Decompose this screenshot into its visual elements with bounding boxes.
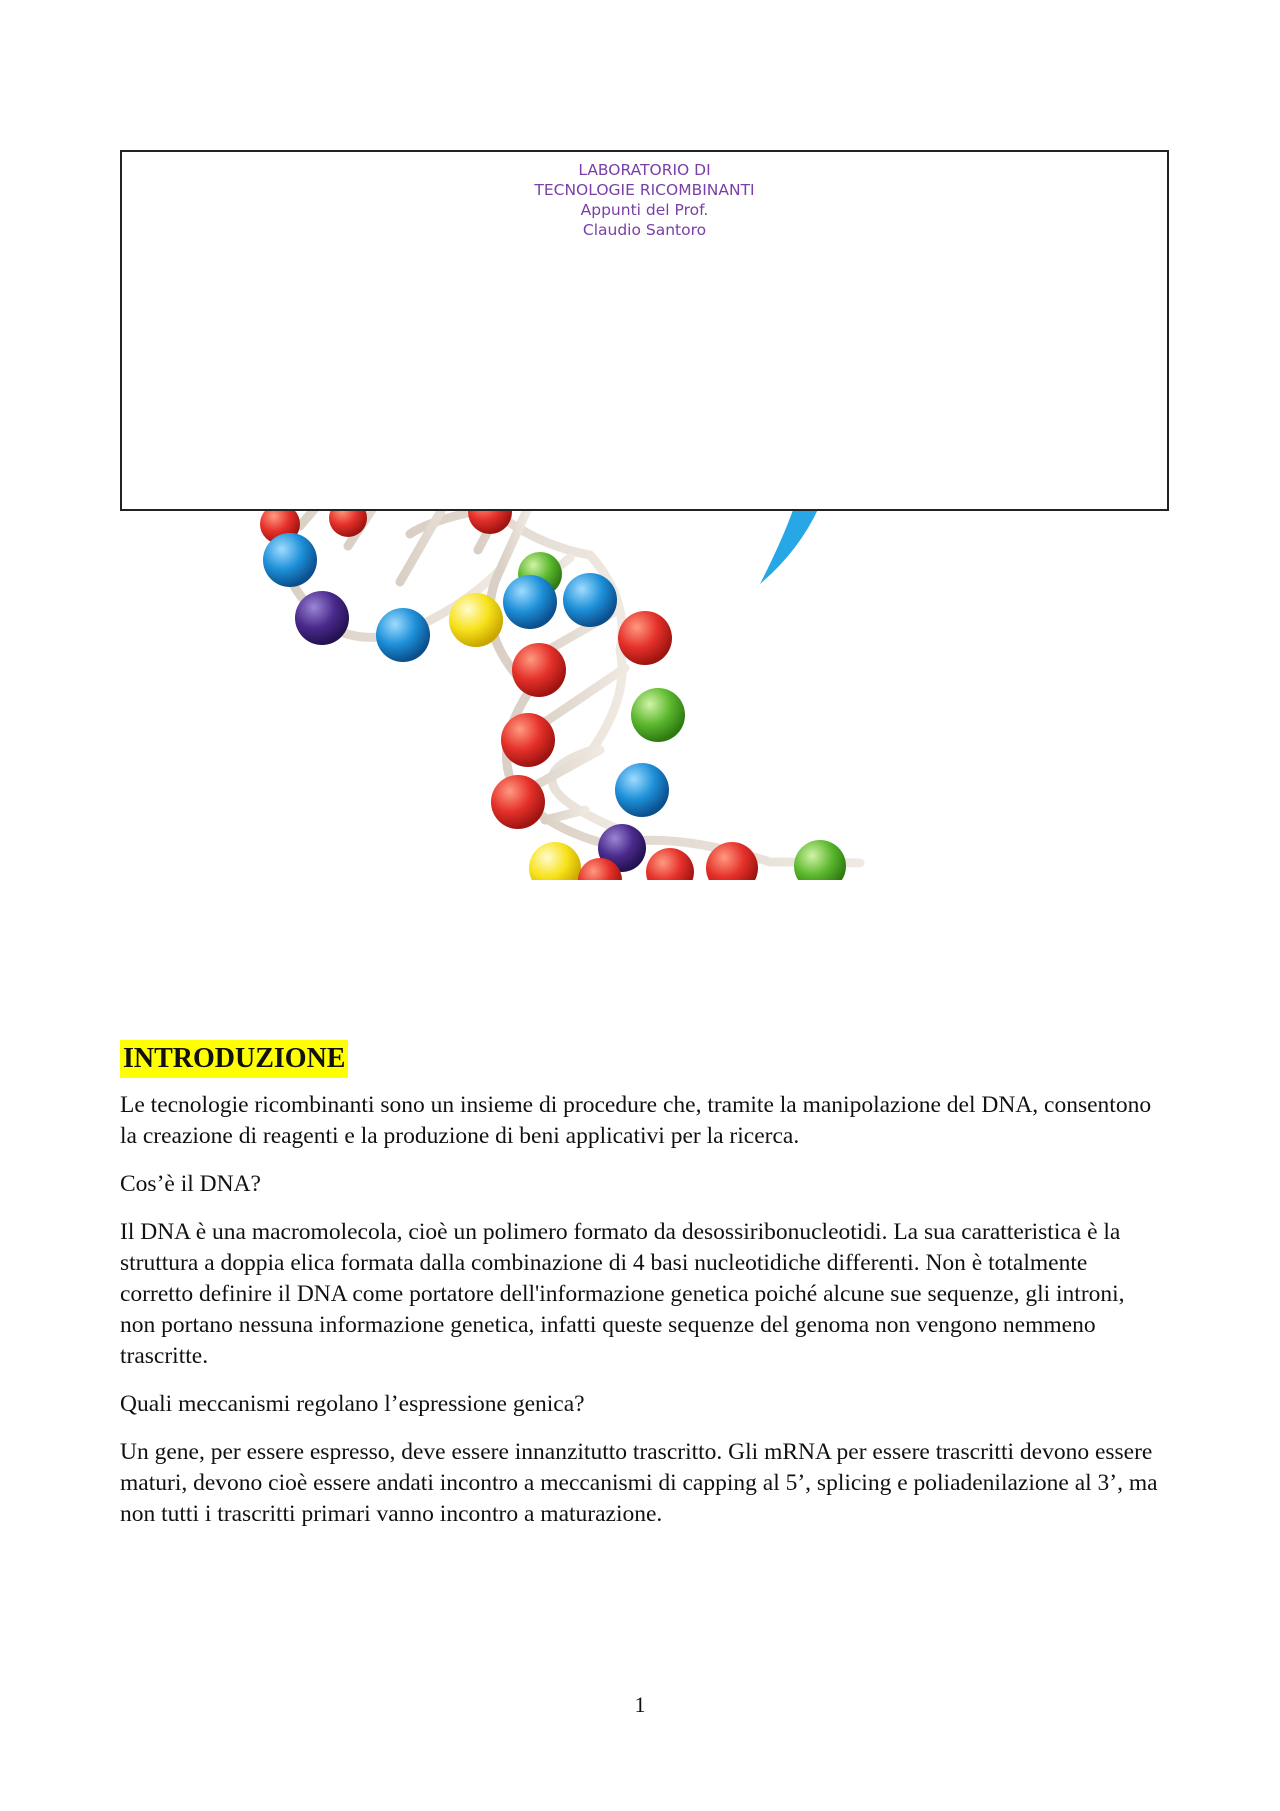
title-box bbox=[120, 150, 1169, 511]
section-body bbox=[120, 1090, 1160, 1547]
dna-helix-illustration bbox=[200, 450, 960, 880]
paragraph-intro: Le tecnologie ricombinanti sono un insieme di procedure che, tramite la manipolazione del DNA, consentono la creazione di reagenti e la produzione di beni applicativi per la ricerca. bbox=[120, 1092, 1152, 1149]
paragraph-gene-expression: Un gene, per essere espresso, deve essere innanzitutto trascritto. Gli mRNA per essere trascritti devono essere maturi, devono cioè essere andati incontro a meccanismi di capping al 5’, splicing e poliadenilazione al 3’, ma non tutti i trascritti primari vanno incontro a maturazione. bbox=[120, 1439, 1158, 1527]
title-line-4: Claudio Santoro bbox=[582, 221, 707, 239]
question-gene-expression: Quali meccanismi regolano l’espressione genica? bbox=[120, 1391, 585, 1417]
title-line-3: Appunti del Prof. bbox=[580, 201, 709, 219]
question-dna: Cos’è il DNA? bbox=[120, 1171, 261, 1197]
section-heading: INTRODUZIONE bbox=[120, 1040, 348, 1078]
dna-bonds bbox=[283, 450, 860, 863]
title-line-1: LABORATORIO DI bbox=[578, 161, 711, 179]
title-line-2: TECNOLOGIE RICOMBINANTI bbox=[534, 181, 755, 199]
paragraph-dna: Il DNA è una macromolecola, cioè un polimero formato da desossiribonucleotidi. La sua caratteristica è la struttura a doppia elica formata dalla combinazione di 4 basi nucleotidiche differenti. Non è totalmente corretto definire il DNA come portatore dell'informazione genetica poiché alcune sue sequenze, gli introni, non portano nessuna informazione genetica, infatti queste sequenze del genoma non vengono nemmeno trascritte. bbox=[120, 1219, 1125, 1369]
page-number: 1 bbox=[634, 1692, 646, 1717]
